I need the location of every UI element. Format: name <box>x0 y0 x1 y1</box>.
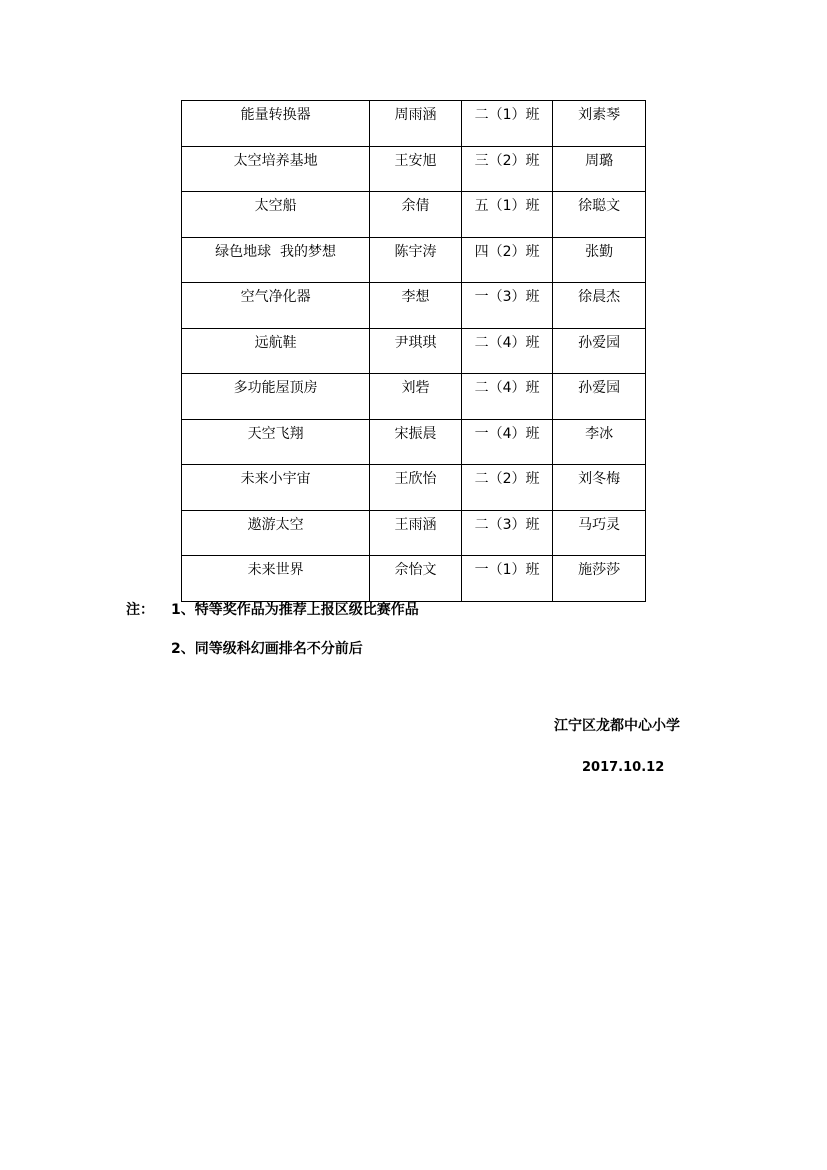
document-date: 2017.10.12 <box>582 760 665 775</box>
school-name: 江宁区龙都中心小学 <box>554 718 680 734</box>
class-cell: 二（3）班 <box>461 510 553 556</box>
student-name-cell: 王欣怡 <box>370 465 462 511</box>
work-title-cell: 未来小宇宙 <box>182 465 370 511</box>
class-cell: 二（2）班 <box>461 465 553 511</box>
work-title-cell: 遨游太空 <box>182 510 370 556</box>
work-title-cell: 远航鞋 <box>182 328 370 374</box>
student-name-cell: 余倩 <box>370 192 462 238</box>
student-name-cell: 刘砦 <box>370 374 462 420</box>
teacher-cell: 孙爱园 <box>553 328 646 374</box>
work-title-cell: 太空培养基地 <box>182 146 370 192</box>
teacher-cell: 马巧灵 <box>553 510 646 556</box>
class-cell: 一（1）班 <box>461 556 553 602</box>
class-cell: 二（4）班 <box>461 374 553 420</box>
table-row <box>182 192 646 238</box>
work-title-cell: 绿色地球 我的梦想 <box>182 237 370 283</box>
teacher-cell: 孙爱园 <box>553 374 646 420</box>
student-name-cell: 尹琪琪 <box>370 328 462 374</box>
note-item-1: 1、特等奖作品为推荐上报区级比赛作品 <box>171 602 419 618</box>
teacher-cell: 李冰 <box>553 419 646 465</box>
note-item-2: 2、同等级科幻画排名不分前后 <box>171 641 363 657</box>
awards-table-body <box>182 101 646 602</box>
table-row <box>182 556 646 602</box>
class-cell: 一（3）班 <box>461 283 553 329</box>
table-row <box>182 419 646 465</box>
table-row <box>182 237 646 283</box>
work-title-cell: 能量转换器 <box>182 101 370 147</box>
work-title-cell: 空气净化器 <box>182 283 370 329</box>
student-name-cell: 王雨涵 <box>370 510 462 556</box>
table-row <box>182 374 646 420</box>
student-name-cell: 周雨涵 <box>370 101 462 147</box>
table-row <box>182 510 646 556</box>
student-name-cell: 宋振晨 <box>370 419 462 465</box>
class-cell: 二（1）班 <box>461 101 553 147</box>
class-cell: 三（2）班 <box>461 146 553 192</box>
student-name-cell: 李想 <box>370 283 462 329</box>
table-row <box>182 328 646 374</box>
student-name-cell: 王安旭 <box>370 146 462 192</box>
student-name-cell: 佘怡文 <box>370 556 462 602</box>
teacher-cell: 施莎莎 <box>553 556 646 602</box>
student-name-cell: 陈宇涛 <box>370 237 462 283</box>
table-row <box>182 283 646 329</box>
table-row <box>182 146 646 192</box>
class-cell: 一（4）班 <box>461 419 553 465</box>
teacher-cell: 徐聪文 <box>553 192 646 238</box>
work-title-cell: 未来世界 <box>182 556 370 602</box>
teacher-cell: 周璐 <box>553 146 646 192</box>
teacher-cell: 刘冬梅 <box>553 465 646 511</box>
table-row <box>182 101 646 147</box>
teacher-cell: 张勤 <box>553 237 646 283</box>
work-title-cell: 太空船 <box>182 192 370 238</box>
table-row <box>182 465 646 511</box>
work-title-cell: 天空飞翔 <box>182 419 370 465</box>
class-cell: 五（1）班 <box>461 192 553 238</box>
class-cell: 四（2）班 <box>461 237 553 283</box>
note-label: 注： <box>126 602 154 618</box>
awards-table <box>181 100 646 602</box>
class-cell: 二（4）班 <box>461 328 553 374</box>
teacher-cell: 徐晨杰 <box>553 283 646 329</box>
work-title-cell: 多功能屋顶房 <box>182 374 370 420</box>
teacher-cell: 刘素琴 <box>553 101 646 147</box>
